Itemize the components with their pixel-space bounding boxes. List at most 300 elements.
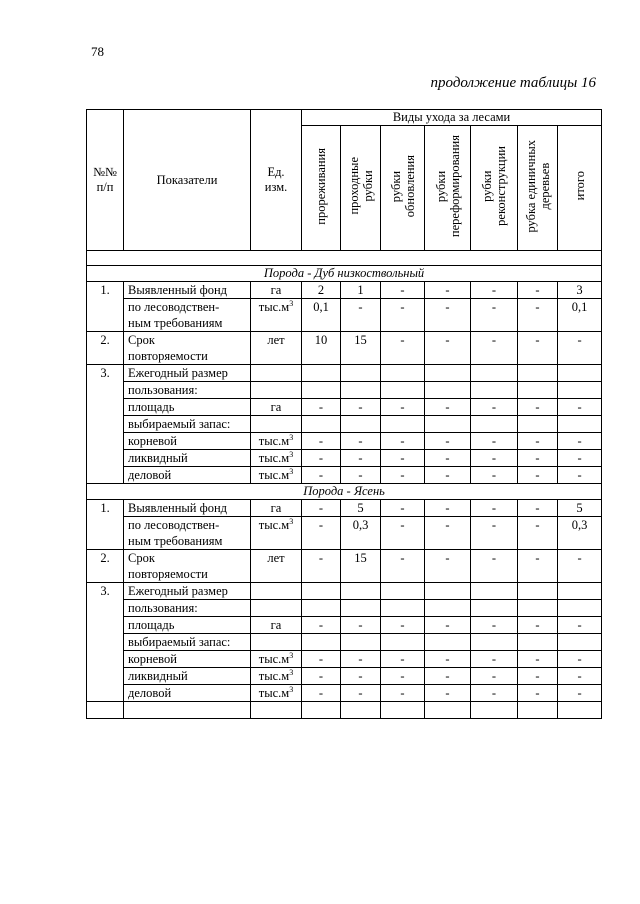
table-row xyxy=(87,668,602,685)
unit-text: тыс.м xyxy=(258,668,290,683)
row-label: Выявленный фонд xyxy=(124,282,251,299)
value-cell: - xyxy=(425,467,471,484)
value-cell xyxy=(381,583,425,600)
value-cell xyxy=(425,348,471,365)
row-unit xyxy=(251,416,302,433)
value-cell: - xyxy=(471,550,518,567)
row-unit xyxy=(251,450,302,467)
row-unit xyxy=(251,500,302,517)
value-cell: - xyxy=(425,299,471,316)
value-cell: - xyxy=(302,399,341,416)
unit-superscript: 3 xyxy=(289,298,294,308)
row-unit xyxy=(251,399,302,416)
value-cell: - xyxy=(381,433,425,450)
row-label: корневой xyxy=(124,433,251,450)
value-cell: - xyxy=(425,450,471,467)
value-cell xyxy=(518,566,558,583)
value-cell: - xyxy=(381,550,425,567)
row-num xyxy=(87,651,124,668)
unit-text: тыс.м xyxy=(258,517,290,532)
unit-text: тыс.м xyxy=(258,467,290,482)
value-cell xyxy=(425,600,471,617)
value-cell: 0,1 xyxy=(558,299,602,316)
value-cell: - xyxy=(518,433,558,450)
header-num: №№ п/п xyxy=(87,110,124,251)
value-cell: - xyxy=(341,433,381,450)
value-cell xyxy=(341,600,381,617)
blank-cell xyxy=(471,702,518,719)
value-cell xyxy=(518,382,558,399)
value-cell xyxy=(558,382,602,399)
value-cell: - xyxy=(302,517,341,534)
value-cell xyxy=(471,583,518,600)
table-row xyxy=(87,299,602,316)
table-row xyxy=(87,550,602,567)
row-label: Срок xyxy=(124,550,251,567)
row-num xyxy=(87,416,124,433)
value-cell: - xyxy=(302,651,341,668)
header-unit: Ед. изм. xyxy=(251,110,302,251)
row-num xyxy=(87,600,124,617)
unit-superscript: 3 xyxy=(289,466,294,476)
table-row xyxy=(87,600,602,617)
value-cell: 5 xyxy=(341,500,381,517)
value-cell: 5 xyxy=(558,500,602,517)
value-cell xyxy=(381,634,425,651)
value-cell xyxy=(302,634,341,651)
value-cell: - xyxy=(381,517,425,534)
unit-text: га xyxy=(270,500,282,515)
value-cell xyxy=(302,416,341,433)
value-cell xyxy=(518,348,558,365)
row-label: повторяемости xyxy=(124,566,251,583)
row-num: 3. xyxy=(87,583,124,600)
header-col-4 xyxy=(471,126,518,251)
value-cell: - xyxy=(381,282,425,299)
value-cell xyxy=(381,416,425,433)
value-cell: - xyxy=(381,651,425,668)
value-cell: - xyxy=(341,668,381,685)
header-col-label: рубка единичных деревьев xyxy=(523,139,552,233)
value-cell xyxy=(558,583,602,600)
row-unit xyxy=(251,467,302,484)
row-num: 1. xyxy=(87,500,124,517)
value-cell: - xyxy=(471,332,518,349)
unit-text: га xyxy=(270,282,282,297)
table-row xyxy=(87,365,602,382)
unit-text: га xyxy=(270,617,282,632)
table-row xyxy=(87,315,602,332)
value-cell xyxy=(341,382,381,399)
value-cell: - xyxy=(425,399,471,416)
blank-cell xyxy=(518,702,558,719)
value-cell xyxy=(518,533,558,550)
blank-cell xyxy=(124,702,251,719)
value-cell xyxy=(471,600,518,617)
value-cell: - xyxy=(425,332,471,349)
row-unit xyxy=(251,617,302,634)
value-cell: - xyxy=(471,668,518,685)
row-unit xyxy=(251,533,302,550)
value-cell xyxy=(381,566,425,583)
value-cell: - xyxy=(471,517,518,534)
value-cell xyxy=(341,348,381,365)
row-num xyxy=(87,299,124,316)
blank-cell xyxy=(381,702,425,719)
row-unit xyxy=(251,634,302,651)
table-row xyxy=(87,348,602,365)
row-label: площадь xyxy=(124,399,251,416)
table-row xyxy=(87,651,602,668)
value-cell: - xyxy=(518,617,558,634)
value-cell: - xyxy=(558,450,602,467)
unit-text: тыс.м xyxy=(258,450,290,465)
value-cell: - xyxy=(381,332,425,349)
table-row xyxy=(87,450,602,467)
value-cell xyxy=(558,533,602,550)
value-cell: 0,3 xyxy=(341,517,381,534)
table-row-blank xyxy=(87,702,602,719)
value-cell: - xyxy=(341,651,381,668)
unit-text: тыс.м xyxy=(258,651,290,666)
value-cell xyxy=(471,533,518,550)
row-unit xyxy=(251,365,302,382)
value-cell: 15 xyxy=(341,332,381,349)
value-cell: 0,3 xyxy=(558,517,602,534)
value-cell xyxy=(518,583,558,600)
value-cell: - xyxy=(518,651,558,668)
value-cell xyxy=(558,315,602,332)
row-unit xyxy=(251,600,302,617)
value-cell xyxy=(558,348,602,365)
value-cell xyxy=(558,365,602,382)
value-cell xyxy=(471,382,518,399)
value-cell: - xyxy=(425,433,471,450)
row-label: выбираемый запас: xyxy=(124,416,251,433)
row-unit xyxy=(251,685,302,702)
table-caption: продолжение таблицы 16 xyxy=(430,75,596,91)
value-cell: - xyxy=(518,668,558,685)
value-cell: - xyxy=(558,550,602,567)
row-num xyxy=(87,433,124,450)
row-unit xyxy=(251,433,302,450)
row-label: деловой xyxy=(124,467,251,484)
value-cell xyxy=(518,634,558,651)
table-row xyxy=(87,566,602,583)
value-cell xyxy=(302,348,341,365)
value-cell xyxy=(471,348,518,365)
header-col-1 xyxy=(341,126,381,251)
value-cell xyxy=(471,315,518,332)
value-cell xyxy=(518,416,558,433)
unit-text: лет xyxy=(267,332,285,347)
value-cell: - xyxy=(518,332,558,349)
row-unit xyxy=(251,299,302,316)
value-cell: - xyxy=(381,399,425,416)
value-cell: - xyxy=(302,617,341,634)
row-num xyxy=(87,685,124,702)
value-cell: - xyxy=(302,668,341,685)
value-cell xyxy=(341,365,381,382)
table-row xyxy=(87,332,602,349)
value-cell: - xyxy=(558,651,602,668)
value-cell xyxy=(302,382,341,399)
value-cell: - xyxy=(471,450,518,467)
row-label: выбираемый запас: xyxy=(124,634,251,651)
value-cell: - xyxy=(425,517,471,534)
header-col-label: рубки переформирования xyxy=(433,134,462,238)
value-cell xyxy=(425,382,471,399)
value-cell xyxy=(471,416,518,433)
row-num xyxy=(87,450,124,467)
value-cell: - xyxy=(341,617,381,634)
value-cell: 1 xyxy=(341,282,381,299)
blank-cell xyxy=(87,702,124,719)
value-cell: - xyxy=(471,433,518,450)
unit-superscript: 3 xyxy=(289,650,294,660)
blank-cell xyxy=(558,702,602,719)
value-cell: - xyxy=(518,399,558,416)
header-col-label: итого xyxy=(572,171,587,201)
row-label: по лесоводствен- xyxy=(124,299,251,316)
row-label: Выявленный фонд xyxy=(124,500,251,517)
row-unit xyxy=(251,348,302,365)
row-num xyxy=(87,467,124,484)
page-number: 78 xyxy=(91,44,104,59)
value-cell: - xyxy=(302,433,341,450)
unit-text: тыс.м xyxy=(258,685,290,700)
value-cell xyxy=(558,566,602,583)
value-cell: - xyxy=(518,299,558,316)
value-cell xyxy=(341,416,381,433)
row-unit xyxy=(251,282,302,299)
value-cell: 15 xyxy=(341,550,381,567)
value-cell: - xyxy=(302,685,341,702)
value-cell xyxy=(558,634,602,651)
table-row xyxy=(87,416,602,433)
value-cell: - xyxy=(425,685,471,702)
value-cell: 10 xyxy=(302,332,341,349)
row-unit xyxy=(251,315,302,332)
unit-superscript: 3 xyxy=(289,667,294,677)
value-cell xyxy=(302,600,341,617)
value-cell xyxy=(381,365,425,382)
value-cell: - xyxy=(471,617,518,634)
value-cell: - xyxy=(425,668,471,685)
value-cell: - xyxy=(381,450,425,467)
data-table xyxy=(86,109,602,719)
row-num xyxy=(87,668,124,685)
header-indicator: Показатели xyxy=(124,110,251,251)
value-cell: - xyxy=(558,467,602,484)
row-label: ным требованиям xyxy=(124,533,251,550)
value-cell: - xyxy=(425,500,471,517)
row-label: повторяемости xyxy=(124,348,251,365)
value-cell: 2 xyxy=(302,282,341,299)
value-cell xyxy=(381,348,425,365)
value-cell xyxy=(558,600,602,617)
value-cell xyxy=(341,533,381,550)
row-label: ликвидный xyxy=(124,450,251,467)
row-num: 3. xyxy=(87,365,124,382)
value-cell: - xyxy=(302,550,341,567)
section-title: Порода - Дуб низкоствольный xyxy=(87,266,602,282)
data-table-wrapper xyxy=(86,109,601,719)
value-cell: - xyxy=(381,299,425,316)
blank-cell xyxy=(251,702,302,719)
row-num xyxy=(87,382,124,399)
value-cell: - xyxy=(558,668,602,685)
value-cell: - xyxy=(518,550,558,567)
value-cell xyxy=(381,600,425,617)
row-unit xyxy=(251,382,302,399)
table-row xyxy=(87,399,602,416)
table-row xyxy=(87,500,602,517)
value-cell: - xyxy=(518,467,558,484)
row-num xyxy=(87,566,124,583)
value-cell: - xyxy=(518,517,558,534)
unit-text: тыс.м xyxy=(258,299,290,314)
value-cell: - xyxy=(558,685,602,702)
blank-cell xyxy=(425,702,471,719)
value-cell xyxy=(518,365,558,382)
value-cell: - xyxy=(381,617,425,634)
value-cell: - xyxy=(425,282,471,299)
value-cell: - xyxy=(471,399,518,416)
value-cell: - xyxy=(558,399,602,416)
value-cell xyxy=(381,315,425,332)
value-cell: - xyxy=(518,500,558,517)
value-cell xyxy=(302,315,341,332)
unit-superscript: 3 xyxy=(289,684,294,694)
table-row xyxy=(87,282,602,299)
value-cell xyxy=(471,634,518,651)
row-label: площадь xyxy=(124,617,251,634)
section-row xyxy=(87,484,602,500)
value-cell: - xyxy=(471,651,518,668)
value-cell: - xyxy=(381,685,425,702)
table-row xyxy=(87,685,602,702)
value-cell: - xyxy=(425,651,471,668)
table-row xyxy=(87,517,602,534)
unit-text: тыс.м xyxy=(258,433,290,448)
value-cell: - xyxy=(341,685,381,702)
value-cell: - xyxy=(558,617,602,634)
header-col-label: рубки обновления xyxy=(388,154,417,218)
row-label: ликвидный xyxy=(124,668,251,685)
value-cell: - xyxy=(381,668,425,685)
header-col-2 xyxy=(381,126,425,251)
value-cell xyxy=(471,566,518,583)
value-cell xyxy=(425,365,471,382)
value-cell: - xyxy=(302,500,341,517)
value-cell: - xyxy=(518,685,558,702)
value-cell xyxy=(425,634,471,651)
row-num xyxy=(87,617,124,634)
unit-superscript: 3 xyxy=(289,516,294,526)
header-col-label: прореживания xyxy=(314,147,328,225)
value-cell xyxy=(425,583,471,600)
value-cell xyxy=(341,583,381,600)
value-cell xyxy=(518,315,558,332)
value-cell: - xyxy=(381,467,425,484)
section-title: Порода - Ясень xyxy=(87,484,602,500)
value-cell xyxy=(302,533,341,550)
value-cell xyxy=(381,382,425,399)
value-cell: - xyxy=(302,450,341,467)
row-unit xyxy=(251,651,302,668)
value-cell: - xyxy=(425,617,471,634)
value-cell xyxy=(302,583,341,600)
value-cell: 0,1 xyxy=(302,299,341,316)
value-cell: - xyxy=(558,433,602,450)
value-cell: - xyxy=(471,282,518,299)
value-cell: - xyxy=(381,500,425,517)
header-col-label: проходные рубки xyxy=(346,157,375,215)
row-num xyxy=(87,533,124,550)
blank-cell xyxy=(302,702,341,719)
value-cell: - xyxy=(341,299,381,316)
row-unit xyxy=(251,583,302,600)
value-cell xyxy=(341,566,381,583)
row-label: деловой xyxy=(124,685,251,702)
header-col-label: рубки реконструкции xyxy=(480,146,508,226)
header-col-0 xyxy=(302,126,341,251)
value-cell: - xyxy=(471,685,518,702)
row-label: пользования: xyxy=(124,382,251,399)
value-cell: - xyxy=(425,550,471,567)
unit-text: лет xyxy=(267,550,285,565)
value-cell xyxy=(341,315,381,332)
value-cell xyxy=(381,533,425,550)
value-cell xyxy=(302,566,341,583)
row-num xyxy=(87,517,124,534)
table-row xyxy=(87,583,602,600)
value-cell: - xyxy=(341,467,381,484)
table-row xyxy=(87,382,602,399)
table-header xyxy=(87,110,602,266)
unit-text: га xyxy=(270,399,282,414)
row-label: по лесоводствен- xyxy=(124,517,251,534)
row-num xyxy=(87,399,124,416)
value-cell: - xyxy=(518,282,558,299)
value-cell xyxy=(425,416,471,433)
value-cell xyxy=(471,365,518,382)
unit-superscript: 3 xyxy=(289,449,294,459)
table-row xyxy=(87,433,602,450)
value-cell: - xyxy=(341,399,381,416)
row-label: Ежегодный размер xyxy=(124,583,251,600)
row-label: Ежегодный размер xyxy=(124,365,251,382)
value-cell xyxy=(425,566,471,583)
header-col-5 xyxy=(518,126,558,251)
row-num: 2. xyxy=(87,332,124,349)
row-label: корневой xyxy=(124,651,251,668)
row-unit xyxy=(251,517,302,534)
row-num: 1. xyxy=(87,282,124,299)
table-row xyxy=(87,634,602,651)
row-num xyxy=(87,634,124,651)
row-label: пользования: xyxy=(124,600,251,617)
row-label: Срок xyxy=(124,332,251,349)
value-cell: - xyxy=(341,450,381,467)
value-cell: - xyxy=(302,467,341,484)
table-row xyxy=(87,533,602,550)
value-cell xyxy=(302,365,341,382)
value-cell: - xyxy=(558,332,602,349)
header-col-3 xyxy=(425,126,471,251)
row-num xyxy=(87,315,124,332)
